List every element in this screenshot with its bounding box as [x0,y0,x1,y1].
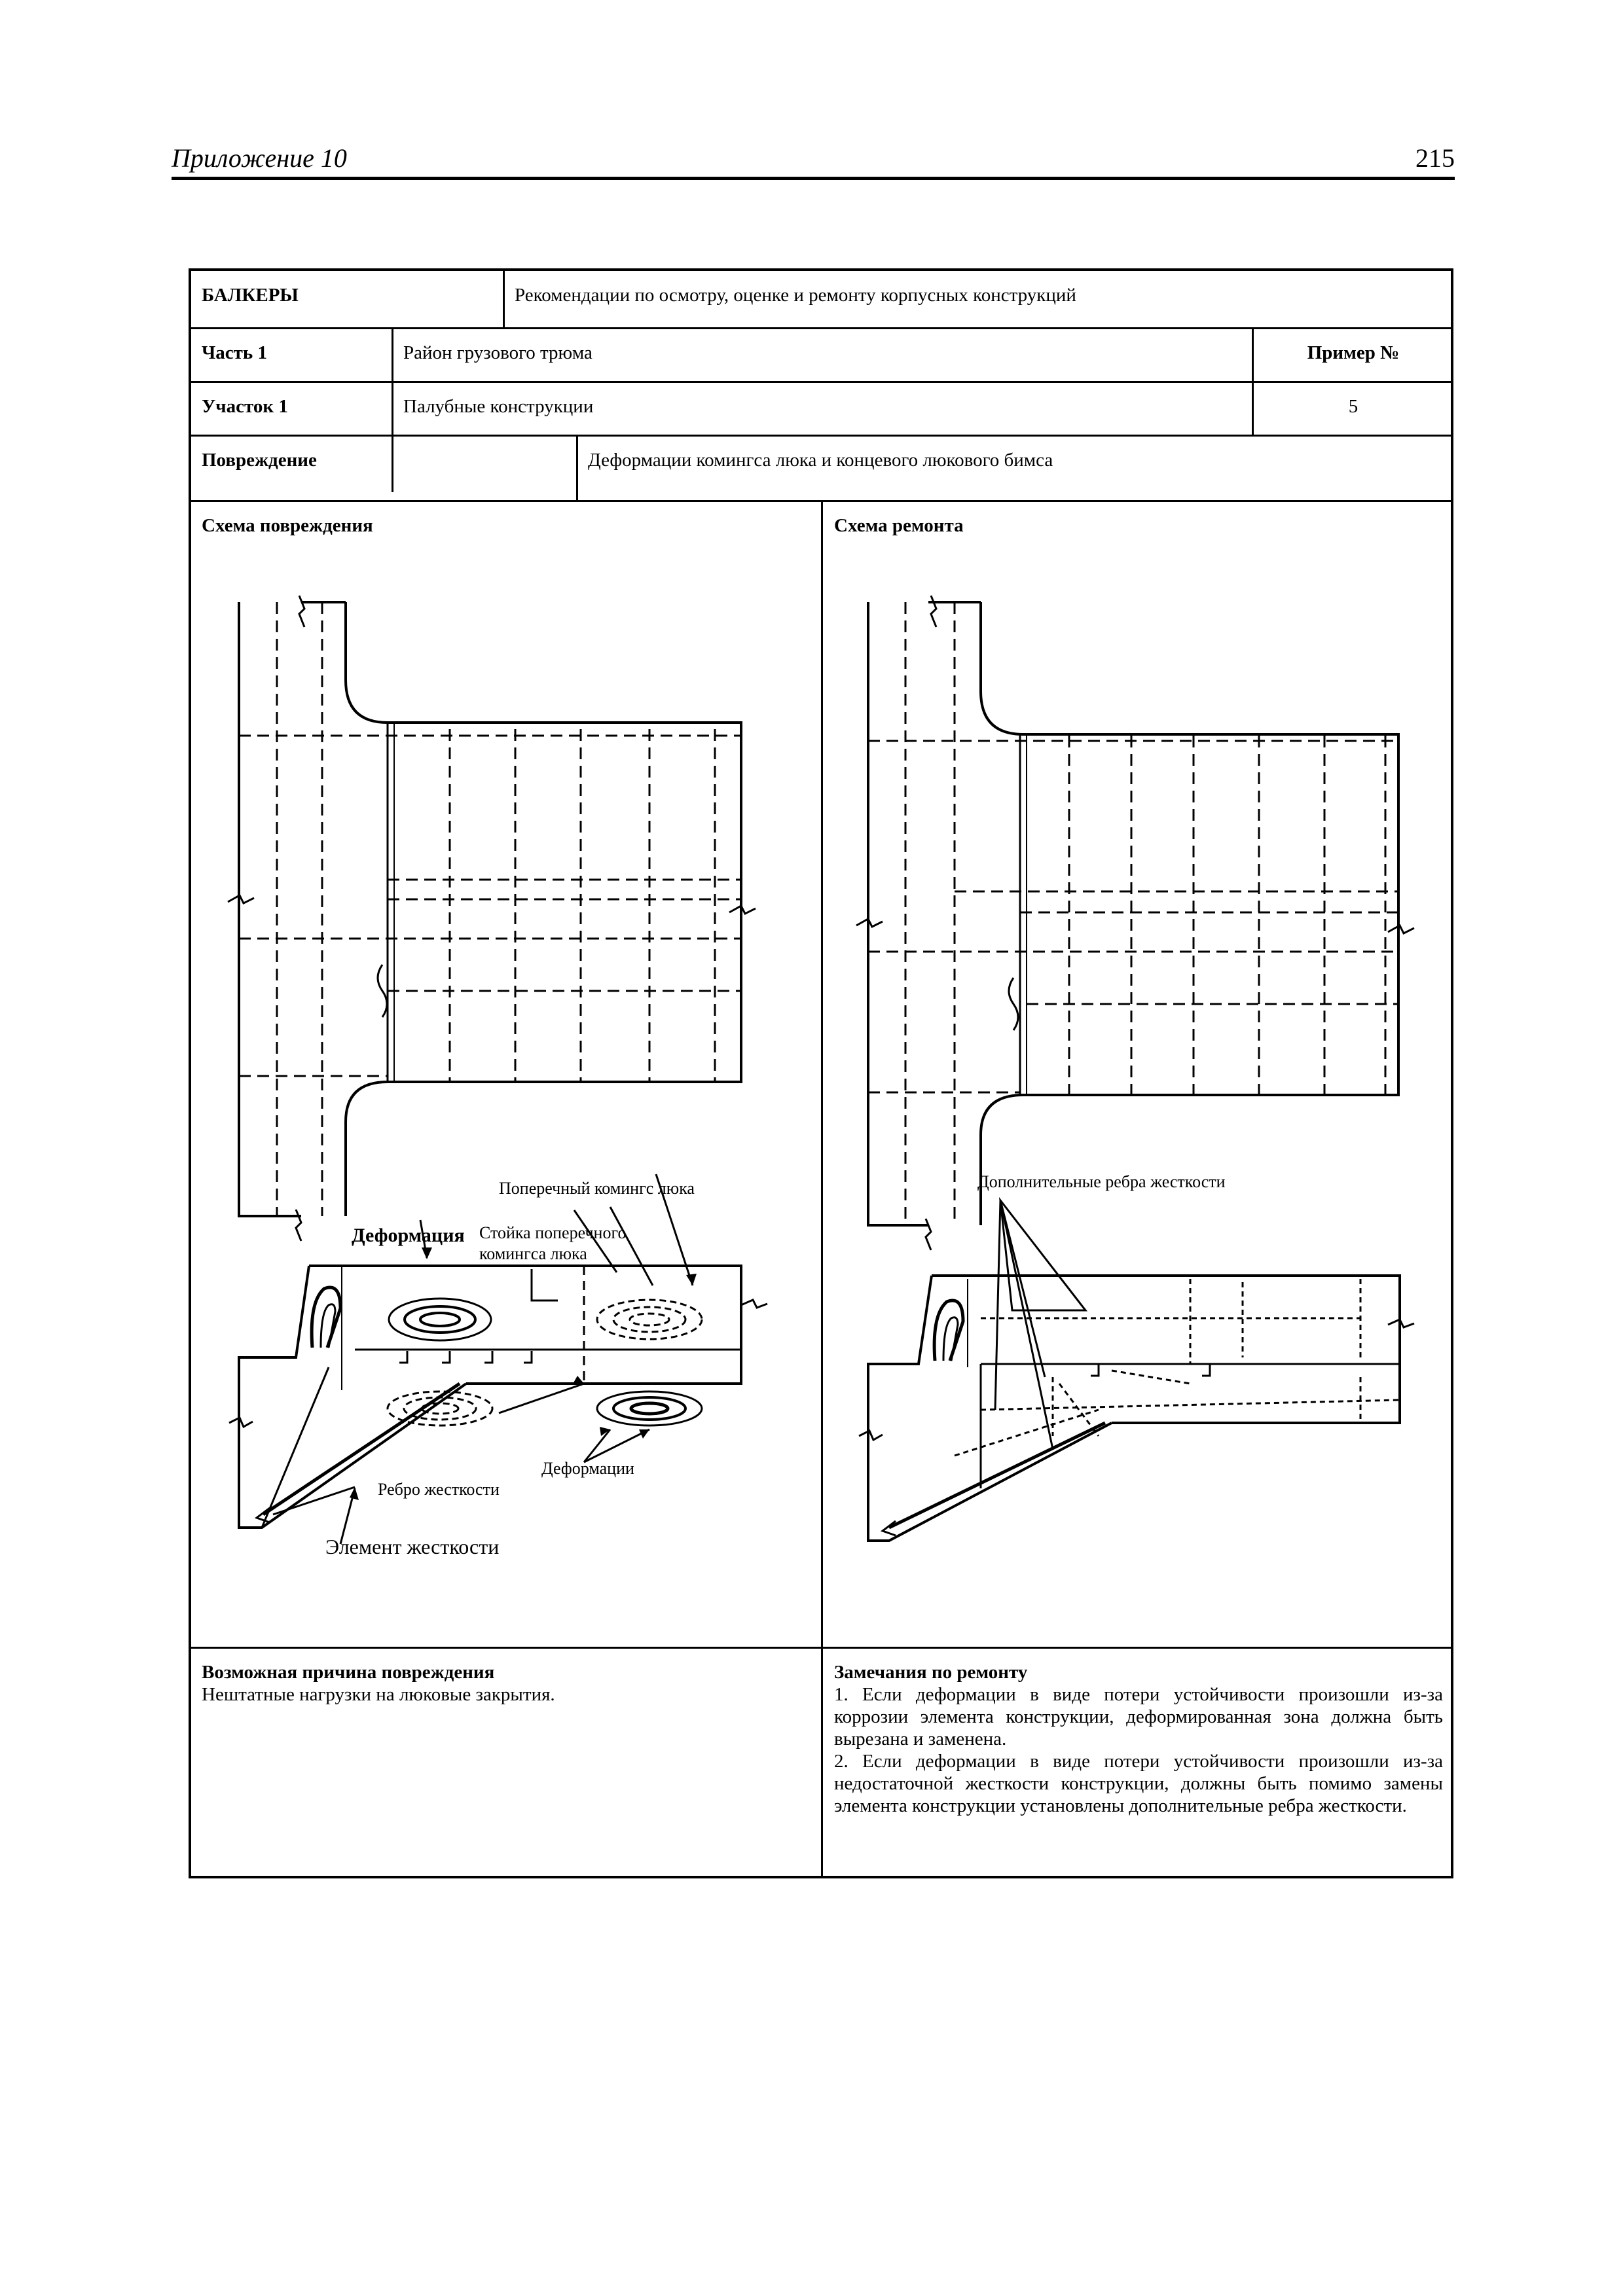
example-label: Пример № [1307,342,1400,363]
category-cell: БАЛКЕРЫ [202,285,299,306]
repair-note-2: 2. Если деформации в виде потери устойчивости произошли из-за недостаточной жесткости конструкции, должны быть помимо замены элемента конструкции установлены дополнительные ребра жесткости. [834,1751,1443,1816]
label-coaming-stay-1: Стойка поперечного [479,1223,627,1242]
cause-cell [191,1648,821,1878]
repair-notes-title: Замечания по ремонту [834,1662,1028,1683]
section-value: Палубные конструкции [403,396,594,417]
section-label: Участок 1 [202,396,288,417]
part-label: Часть 1 [202,342,267,363]
inspection-sheet-table [189,268,1453,1878]
damage-scheme-drawing [191,533,821,1645]
recommendations-cell: Рекомендации по осмотру, оценке и ремонту корпусных конструкций [515,285,1076,306]
running-head-rule [172,177,1455,180]
example-number: 5 [1348,396,1359,417]
label-coaming-stay-2: комингса люка [479,1244,587,1263]
divider [821,501,823,1878]
part-value: Район грузового трюма [403,342,593,363]
damage-scheme-title: Схема повреждения [202,515,373,536]
running-head-title: Приложение 10 [172,143,347,173]
repair-notes-cell [824,1648,1453,1878]
label-deformations: Деформации [541,1459,634,1478]
cause-title: Возможная причина повреждения [202,1662,495,1683]
divider [576,436,578,501]
page-number: 215 [1415,143,1455,173]
label-additional-ribs: Дополнительные ребра жесткости [977,1172,1226,1191]
label-stiffener-rib: Ребро жесткости [378,1480,500,1499]
repair-note-1: 1. Если деформации в виде потери устойчивости произошли из-за коррозии элемента конструкции, деформированная зона должна быть вырезана и заменена. [834,1684,1443,1749]
label-transverse-coaming: Поперечный комингс люка [499,1179,695,1198]
repair-scheme-drawing [824,533,1453,1645]
running-head [172,143,1455,179]
label-deformation: Деформация [352,1225,465,1246]
damage-value: Деформации комингса люка и концевого люкового бимса [588,450,1053,471]
cause-text: Нештатные нагрузки на люковые закрытия. [202,1684,555,1705]
label-stiffening-element: Элемент жесткости [325,1535,500,1558]
damage-label: Повреждение [202,450,317,471]
repair-scheme-title: Схема ремонта [834,515,964,536]
divider [503,271,505,329]
